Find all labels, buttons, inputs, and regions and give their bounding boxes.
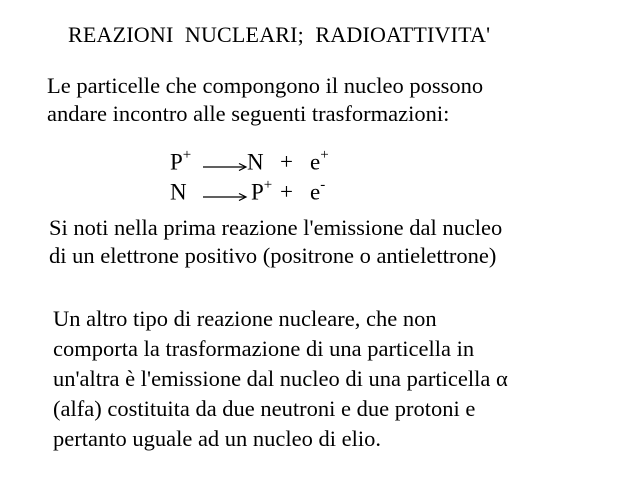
reaction-arrow-icon — [203, 193, 249, 201]
page-title: REAZIONI NUCLEARI; RADIOATTIVITA' — [68, 22, 491, 47]
alpha-line: comporta la trasformazione di una particella in — [53, 336, 475, 361]
intro-line: Le particelle che compongono il nucleo possono — [47, 73, 484, 98]
plus-sign: + — [280, 179, 293, 204]
note-line: Si noti nella prima reazione l'emissione dal nucleo — [49, 215, 503, 240]
plus-sign: + — [280, 149, 293, 174]
product2: e+ — [310, 147, 329, 175]
product1: N — [247, 149, 264, 175]
alpha-paragraph — [53, 304, 508, 454]
reactant: P+ — [170, 147, 192, 175]
note-line: di un elettrone positivo (positrone o antielettrone) — [49, 243, 497, 268]
reactant: N — [170, 179, 187, 205]
alpha-line: Un altro tipo di reazione nucleare, che non — [53, 306, 437, 331]
intro-paragraph — [47, 72, 483, 128]
alpha-line: un'altra è l'emissione dal nucleo di una particella α — [53, 366, 508, 391]
product2: e- — [310, 177, 326, 205]
note-paragraph — [49, 214, 502, 270]
alpha-line: (alfa) costituita da due neutroni e due protoni e — [53, 396, 476, 421]
product1: P+ — [251, 177, 273, 205]
intro-line: andare incontro alle seguenti trasformazioni: — [47, 101, 450, 126]
reaction-arrow-icon — [203, 163, 249, 171]
alpha-line: pertanto uguale ad un nucleo di elio. — [53, 426, 382, 451]
